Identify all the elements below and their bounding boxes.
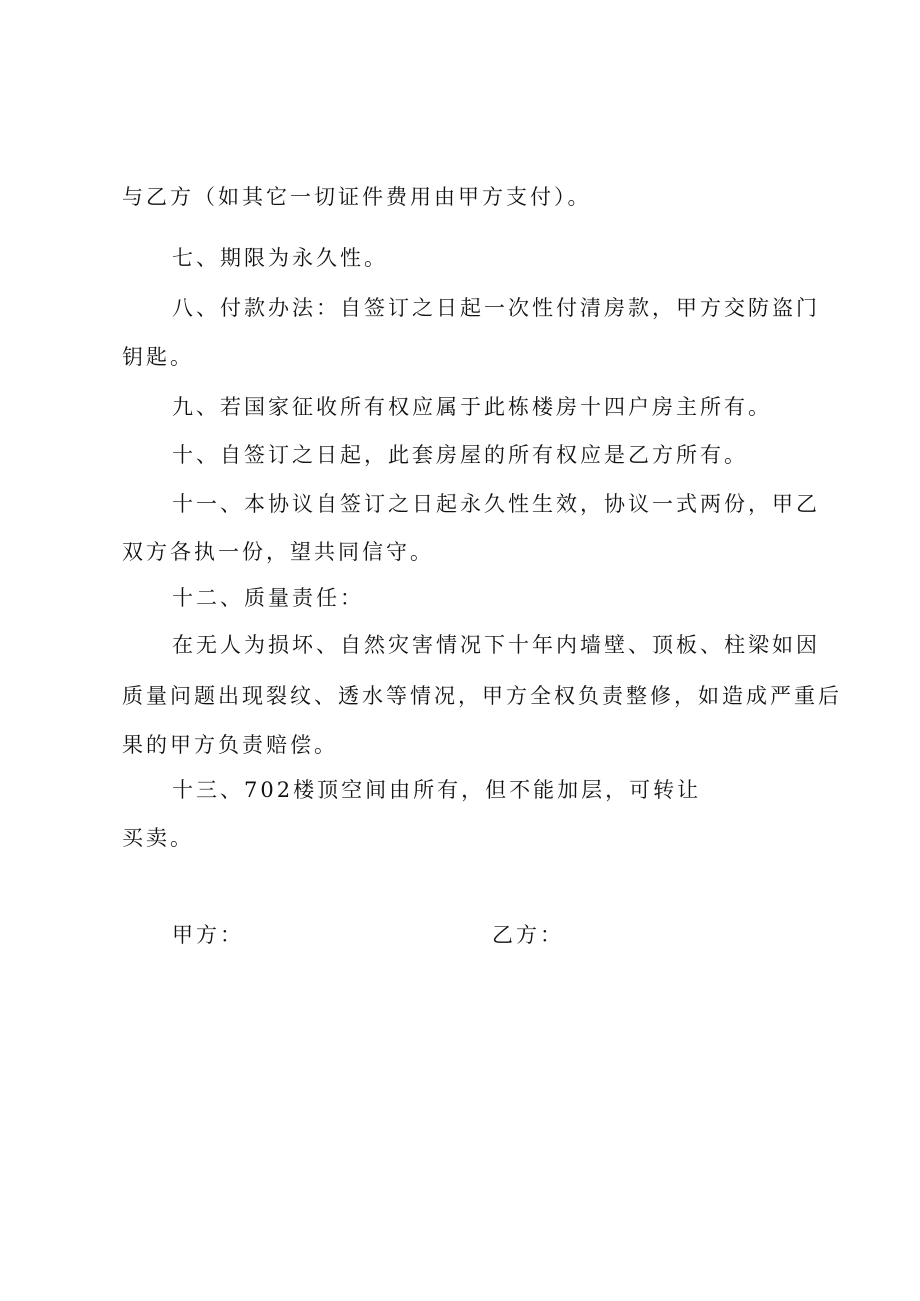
clause-11-continuation: 双方各执一份，望共同信守。 [122,540,434,564]
clause-11: 十一、本协议自签订之日起永久性生效，协议一式两份，甲乙 [172,492,820,516]
clause-12-body-line-2: 质量问题出现裂纹、透水等情况，甲方全权负责整修，如造成严重后 [122,684,842,708]
clause-13-continuation: 买卖。 [122,826,194,850]
clause-7: 七、期限为永久性。 [172,246,388,270]
clause-13: 十三、702楼顶空间由所有，但不能加层，可转让 [172,778,702,802]
clause-9: 九、若国家征收所有权应属于此栋楼房十四户房主所有。 [172,395,772,419]
clause-12-body-line-3: 果的甲方负责赔偿。 [122,733,338,757]
clause-8: 八、付款办法：自签订之日起一次性付清房款，甲方交防盗门 [172,296,820,320]
clause-10: 十、自签订之日起，此套房屋的所有权应是乙方所有。 [172,443,748,467]
clause-6-continuation: 与乙方（如其它一切证件费用由甲方支付）。 [122,185,592,209]
clause-12-body-line-1: 在无人为损坏、自然灾害情况下十年内墙壁、顶板、柱梁如因 [172,633,820,657]
party-a-signature-label: 甲方： [172,923,244,947]
party-b-signature-label: 乙方： [492,923,564,947]
clause-8-continuation: 钥匙。 [122,345,194,369]
clause-12-heading: 十二、质量责任： [172,586,364,610]
